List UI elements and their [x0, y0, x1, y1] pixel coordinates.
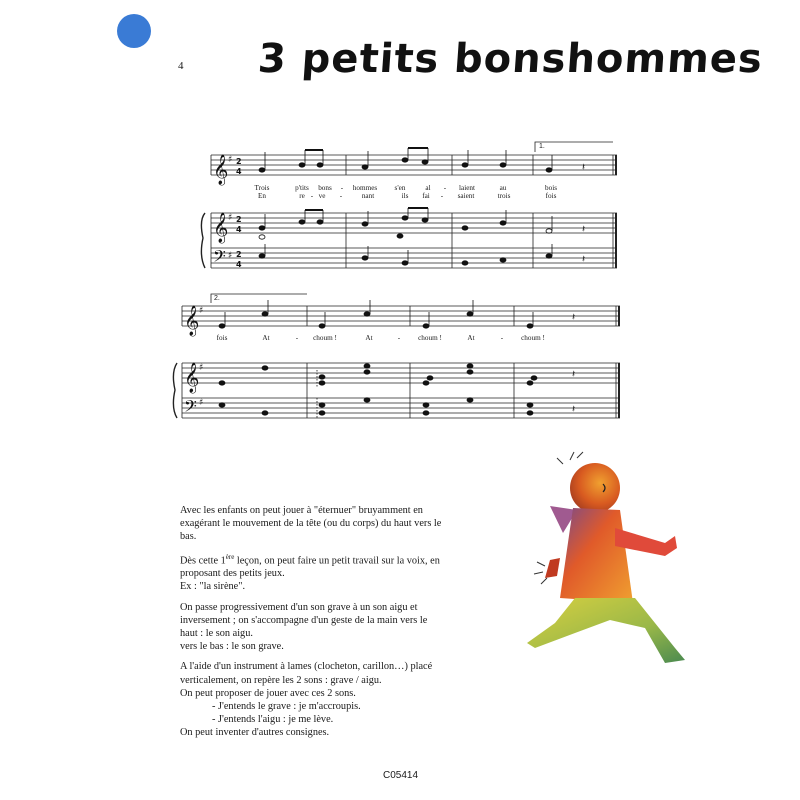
lyric: bois	[545, 184, 557, 192]
lyric: -	[339, 192, 343, 200]
instruction: - J'entends l'aigu : je me lève.	[212, 714, 334, 726]
lyric: p'tits	[295, 184, 309, 192]
paragraph-gesture	[180, 601, 442, 654]
lyric: At	[262, 334, 270, 342]
lyric: bons	[318, 184, 332, 192]
lyric: choum !	[313, 334, 337, 342]
staff2-bass	[182, 398, 620, 418]
lyric: -	[310, 192, 314, 200]
lyric: -	[295, 334, 299, 342]
lyric: saient	[457, 192, 475, 200]
lyric: At	[467, 334, 475, 342]
catalog-code: C05414	[383, 770, 419, 781]
svg-text:♯: ♯	[228, 155, 233, 165]
svg-text:4: 4	[236, 260, 242, 269]
title-text: 3 petits bonshommes	[256, 36, 765, 82]
bass-clef-icon: 𝄢	[213, 246, 226, 270]
sneezing-figure-illustration	[515, 448, 690, 673]
text-part: A l'aide d'un instrument à lames (clocheton, carillon…) placé verticalement, on repère les 2 sons : grave / aigu.	[180, 661, 433, 686]
lyric: At	[365, 334, 373, 342]
svg-text:2: 2	[236, 250, 242, 259]
lyric: Trois	[254, 184, 270, 192]
staff2-treble	[182, 363, 620, 383]
lyric: -	[443, 184, 447, 192]
lyric: ve	[318, 192, 326, 200]
svg-text:2: 2	[236, 157, 242, 166]
lyric: -	[500, 334, 504, 342]
paragraph-instrument	[180, 660, 442, 739]
bass-clef-icon: 𝄢	[184, 396, 197, 420]
lyric: au	[499, 184, 507, 192]
lyric: En	[258, 192, 266, 200]
lyric: al	[425, 184, 431, 192]
lyric: fois	[216, 334, 228, 342]
svg-text:♯: ♯	[228, 251, 233, 261]
lyric: hommes	[352, 184, 378, 192]
svg-text:♯: ♯	[199, 306, 204, 316]
lyric: s'en	[394, 184, 406, 192]
svg-text:2: 2	[236, 215, 242, 224]
lyric: choum !	[521, 334, 545, 342]
volta-2-label: 2.	[214, 295, 220, 302]
treble-clef-icon: 𝄞	[184, 306, 200, 336]
lyric: -	[340, 184, 344, 192]
paragraph-voice	[180, 551, 442, 594]
paragraph-sneeze: Avec les enfants on peut jouer à "éternuer" bruyamment en exagérant le mouvement de la tête (ou du corps) du haut vers le bas.	[180, 505, 442, 543]
lyric: -	[397, 334, 401, 342]
svg-text:4: 4	[236, 225, 242, 234]
lyric: ils	[401, 192, 409, 200]
svg-text:𝄽: 𝄽	[572, 404, 576, 415]
lyric: fois	[545, 192, 557, 200]
lyric: -	[440, 192, 444, 200]
text-part: leçon, on peut faire un petit travail sur la voix, en proposant des petits jeux.	[180, 555, 440, 580]
treble-clef-icon: 𝄞	[184, 363, 200, 393]
svg-text:𝄽: 𝄽	[572, 312, 576, 323]
text-example: Ex : "la sirène".	[180, 581, 246, 593]
svg-text:𝄽: 𝄽	[582, 224, 586, 235]
svg-text:4: 4	[236, 167, 242, 176]
lyric: choum !	[418, 334, 442, 342]
figure-drawing	[527, 452, 685, 663]
lyric: nant	[361, 192, 375, 200]
text-part: On peut inventer d'autres consignes.	[180, 727, 330, 739]
lyric: re	[299, 192, 305, 200]
svg-text:♯: ♯	[228, 213, 233, 223]
text-part: vers le bas : le son grave.	[180, 641, 284, 653]
svg-text:𝄽: 𝄽	[582, 162, 586, 173]
staff-piano-treble	[211, 213, 617, 233]
superscript: ère	[225, 552, 235, 561]
lyric: trois	[497, 192, 511, 200]
text-part: On peut proposer de jouer avec ces 2 sons.	[180, 687, 356, 699]
text-part: Dès cette 1	[180, 555, 226, 567]
instruction: - J'entends le grave : je m'accroupis.	[212, 701, 361, 713]
lyric: fai	[422, 192, 430, 200]
svg-text:𝄽: 𝄽	[582, 254, 586, 265]
page-number: 4	[178, 60, 184, 72]
lyric: laient	[459, 184, 475, 192]
staff-piano-bass	[211, 248, 617, 268]
treble-clef-icon: 𝄞	[213, 213, 229, 243]
treble-clef-icon: 𝄞	[213, 155, 229, 185]
svg-text:𝄽: 𝄽	[572, 369, 576, 380]
staff2-voice	[182, 306, 620, 326]
lesson-text	[180, 504, 442, 747]
text-part: On passe progressivement d'un son grave à un son aigu et inversement ; on s'accompagne d'un geste de la main vers le haut : le son aigu.	[180, 601, 428, 640]
svg-text:♯: ♯	[199, 363, 204, 373]
volta-1-label: 1.	[539, 143, 545, 150]
staff-voice-1	[211, 155, 617, 175]
svg-text:♯: ♯	[199, 398, 204, 408]
